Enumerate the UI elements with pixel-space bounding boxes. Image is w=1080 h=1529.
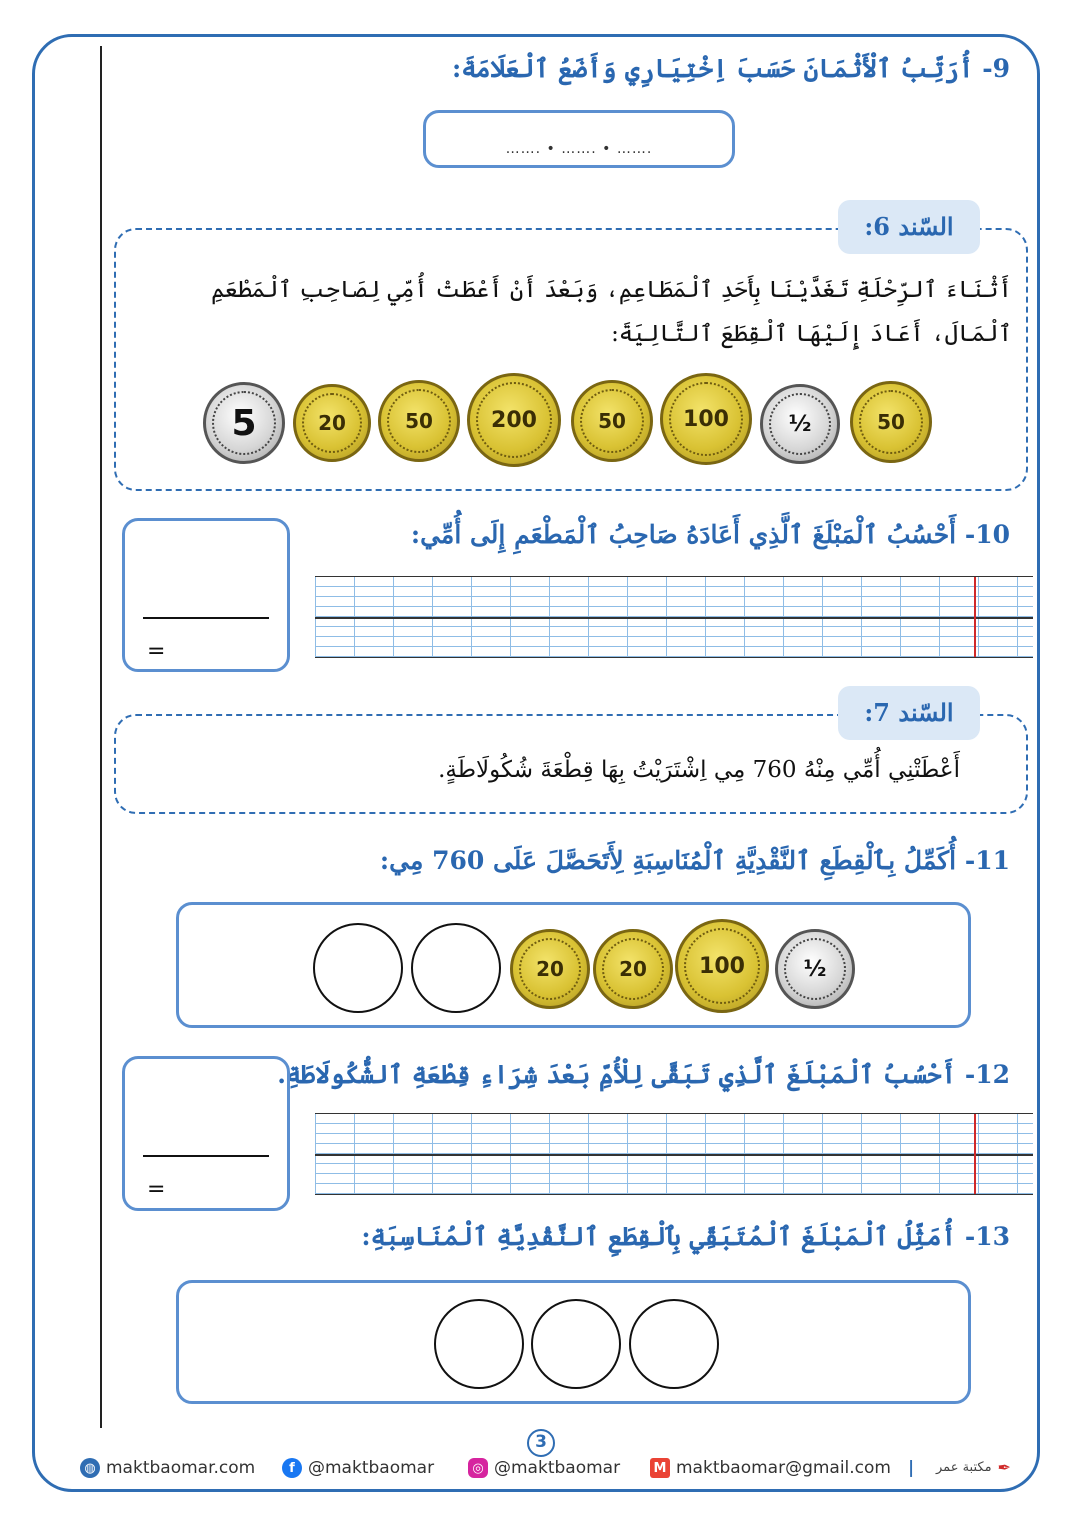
footer-instagram[interactable] <box>468 1458 620 1478</box>
half-dinar-value: ½ <box>788 411 812 437</box>
instagram-icon: ◎ <box>468 1458 488 1478</box>
coin-100: 100 <box>660 373 752 465</box>
footer-facebook[interactable] <box>282 1458 434 1478</box>
footer-website[interactable] <box>80 1458 255 1478</box>
logo-label: مكتبة عمر <box>936 1460 992 1475</box>
grid-red-margin <box>974 1114 976 1194</box>
q12-writing-grid[interactable] <box>315 1113 1033 1195</box>
website-label: maktbaomar.com <box>106 1458 256 1478</box>
empty-coin-slot[interactable] <box>313 923 403 1013</box>
coin-100: 100 <box>675 919 769 1013</box>
ordering-blanks[interactable]: ……. • ……. • ……. <box>505 141 653 157</box>
grid-red-margin <box>974 577 976 657</box>
result-line <box>143 1155 269 1157</box>
margin-line <box>100 46 102 1428</box>
q13-coins-box <box>176 1280 971 1404</box>
globe-icon: ◍ <box>80 1458 100 1478</box>
question-10: 10- أَحْسُبُ ٱلْمَبْلَغَ ٱلَّذِي أَعَادَهُ صَاحِبُ ٱلْمَطْعَمِ إِلَى أُمِّي: <box>410 520 1010 549</box>
gmail-icon: M <box>650 1458 670 1478</box>
page-number: 3 <box>527 1429 555 1457</box>
footer-logo <box>936 1458 1011 1477</box>
grid-middle-line <box>315 1154 1033 1156</box>
coin-20: 20 <box>293 384 371 462</box>
coin-half-dinar <box>775 929 855 1009</box>
grid-middle-line <box>315 617 1033 619</box>
equals-sign: = <box>147 1177 166 1202</box>
facebook-icon: f <box>282 1458 302 1478</box>
question-11: 11- أُكَمِّلُ بِٱلْقِطَعِ ٱلنَّقْدِيَّةِ ٱلْمُنَاسِبَةِ لِأَتَحَصَّلَ عَلَى 760 مِي: <box>379 846 1010 875</box>
coin-50: 50 <box>571 380 653 462</box>
q10-result-box[interactable] <box>122 518 290 672</box>
footer-email[interactable] <box>650 1458 891 1478</box>
empty-coin-slot[interactable] <box>531 1299 621 1389</box>
result-line <box>143 617 269 619</box>
sanad-7-tag: السّند 7: <box>838 686 980 740</box>
instagram-label: @maktbaomar <box>494 1458 621 1478</box>
ordering-answer-box[interactable] <box>423 110 735 168</box>
q12-result-box[interactable] <box>122 1056 290 1211</box>
empty-coin-slot[interactable] <box>411 923 501 1013</box>
empty-coin-slot[interactable] <box>434 1299 524 1389</box>
empty-coin-slot[interactable] <box>629 1299 719 1389</box>
footer-divider: | <box>908 1458 915 1478</box>
equals-sign: = <box>147 639 166 664</box>
sanad-7-text: أَعْطَتْنِي أُمِّي مِنْهُ 760 مِي اِشْتَرَيْتُ بِهَا قِطْعَةَ شُكُولَاطَةٍ. <box>438 757 960 783</box>
email-label: maktbaomar@gmail.com <box>676 1458 891 1478</box>
coin-50: 50 <box>378 380 460 462</box>
coin-half-dinar <box>760 384 840 464</box>
half-dinar-value: ½ <box>803 956 827 982</box>
coin-200: 200 <box>467 373 561 467</box>
question-13: 13- أُمَثِّلُ ٱلْمَبْلَغَ ٱلْمُتَبَقِّي بِٱلْقِطَعِ ٱلنَّقْدِيَّةِ ٱلْمُنَاسِبَةِ: <box>361 1222 1010 1251</box>
coin-50: 50 <box>850 381 932 463</box>
facebook-label: @maktbaomar <box>308 1458 435 1478</box>
question-9: 9- أُرَتِّبُ ٱلْأَثْمَانَ حَسَبَ اِخْتِيَارِي وَأَضَعُ ٱلْعَلَامَةَ: <box>452 54 1010 83</box>
sanad-6-text: أَثْنَاءَ ٱلرِّحْلَةِ تَغَدَّيْنَا بِأَحَدِ ٱلْمَطَاعِمِ، وَبَعْدَ أَنْ أَعْطَتْ أُمِّي لِصَاحِبِ ٱلْمَطْعَمِ ٱلْمَالَ، أَعَادَ إِلَيْهَا ٱلْقِطَعَ ٱلتَّالِيَةَ: <box>211 277 1012 347</box>
q11-coins-box <box>176 902 971 1028</box>
coin-20: 20 <box>593 929 673 1009</box>
q10-writing-grid[interactable] <box>315 576 1033 658</box>
sanad-6-tag: السّند 6: <box>838 200 980 254</box>
pen-logo-icon: ✒ <box>997 1458 1011 1477</box>
question-12: 12- أَحْسُبُ ٱلْمَبْلَغَ ٱلَّذِي تَبَقَّى لِلْأُمِّ بَعْدَ شِرَاءِ قِطْعَةِ ٱلشُّكُولَاطَةِ. <box>277 1060 1010 1089</box>
coin-20: 20 <box>510 929 590 1009</box>
coin-5: 5 <box>203 382 285 464</box>
